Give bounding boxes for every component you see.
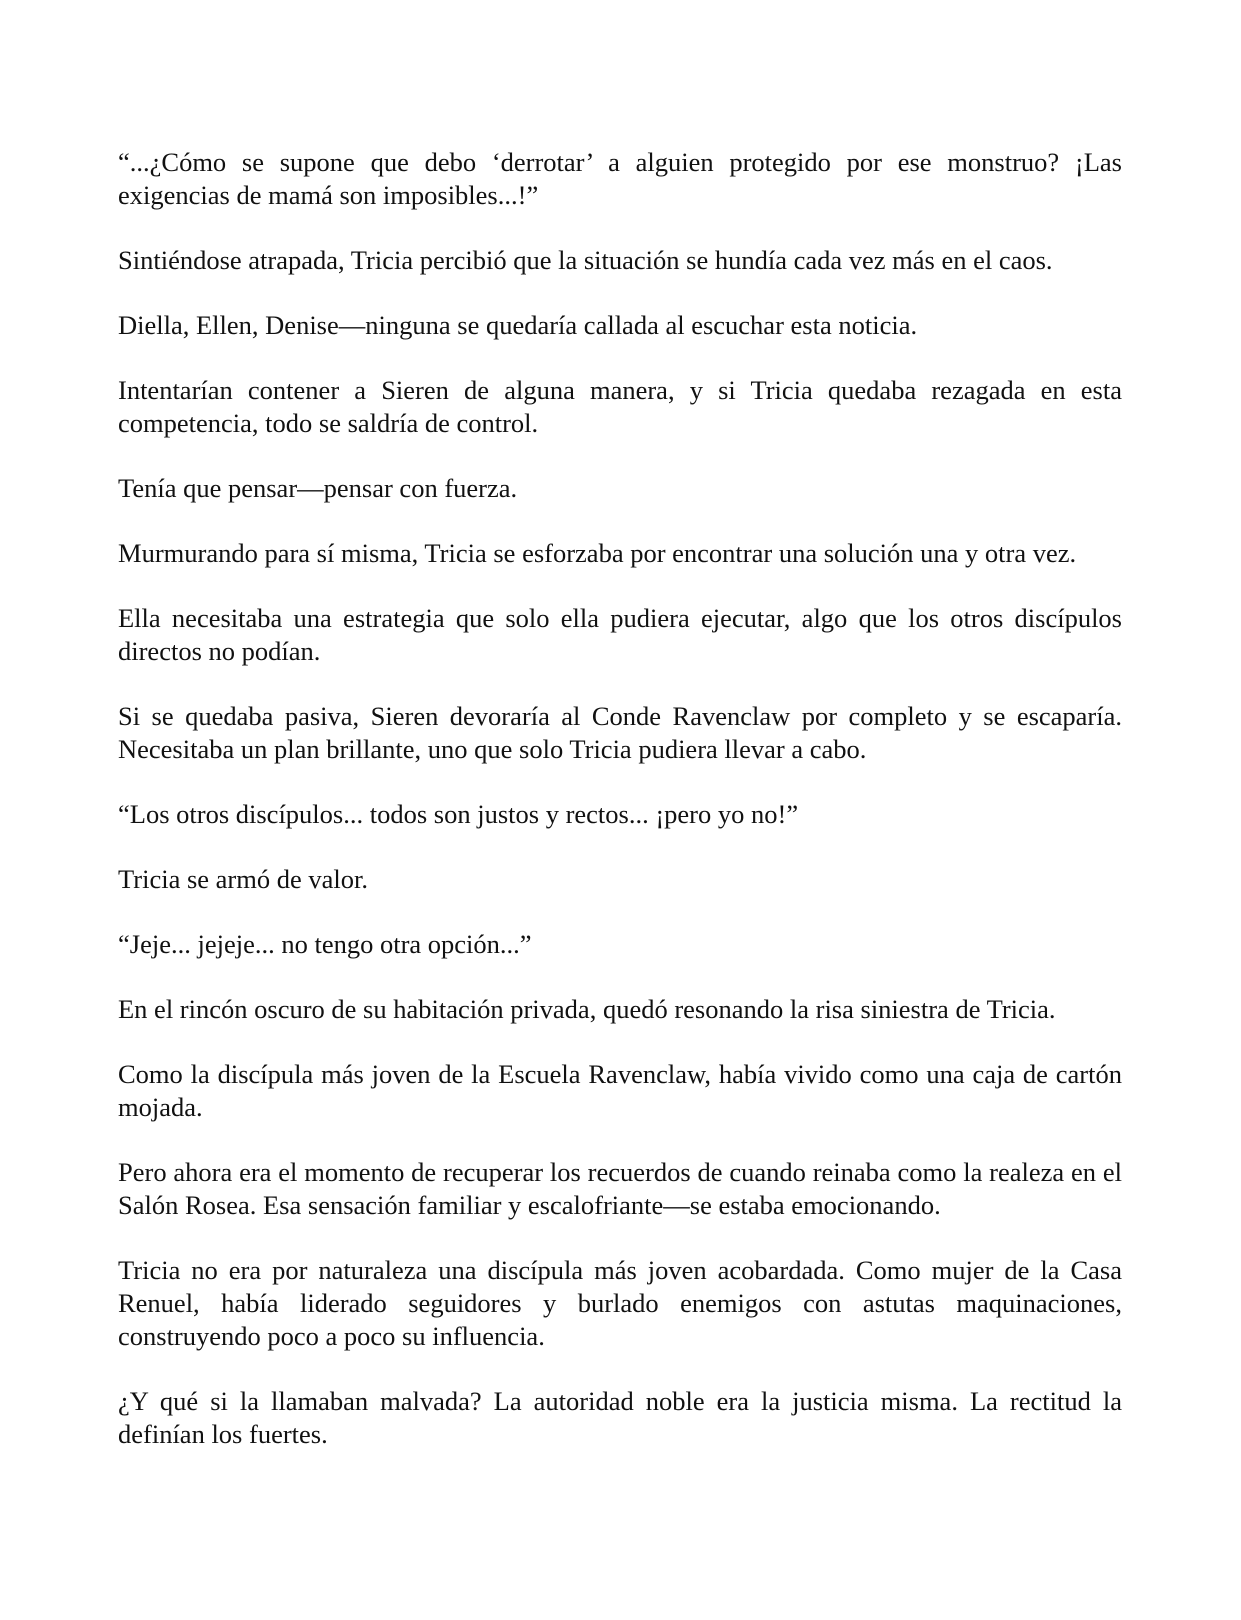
paragraph-15: Tricia no era por naturaleza una discípula más joven acobardada. Como mujer de la Casa Renuel, había liderado seguidores y burlado enemigos con astutas maquinaciones, construyendo poco a poco su influencia.	[118, 1255, 1122, 1351]
paragraph-7: Ella necesitaba una estrategia que solo ella pudiera ejecutar, algo que los otros discípulos directos no podían.	[118, 603, 1122, 666]
paragraph-5: Tenía que pensar—pensar con fuerza.	[118, 473, 518, 503]
paragraph-4: Intentarían contener a Sieren de alguna manera, y si Tricia quedaba rezagada en esta competencia, todo se saldría de control.	[118, 375, 1122, 438]
paragraph-9: “Los otros discípulos... todos son justos y rectos... ¡pero yo no!”	[118, 799, 799, 829]
paragraph-3: Diella, Ellen, Denise—ninguna se quedaría callada al escuchar esta noticia.	[118, 310, 918, 340]
paragraph-11: “Jeje... jejeje... no tengo otra opción...”	[118, 929, 532, 959]
paragraph-2: Sintiéndose atrapada, Tricia percibió que la situación se hundía cada vez más en el caos.	[118, 245, 1053, 275]
paragraph-1: “...¿Cómo se supone que debo ‘derrotar’ a alguien protegido por ese monstruo? ¡Las exigencias de mamá son imposibles...!”	[118, 147, 1122, 210]
paragraph-8: Si se quedaba pasiva, Sieren devoraría al Conde Ravenclaw por completo y se escaparía. Necesitaba un plan brillante, uno que solo Tricia pudiera llevar a cabo.	[118, 701, 1122, 764]
paragraph-12: En el rincón oscuro de su habitación privada, quedó resonando la risa siniestra de Tricia.	[118, 994, 1056, 1024]
paragraph-13: Como la discípula más joven de la Escuela Ravenclaw, había vivido como una caja de cartón mojada.	[118, 1059, 1122, 1122]
paragraph-16: ¿Y qué si la llamaban malvada? La autoridad noble era la justicia misma. La rectitud la definían los fuertes.	[118, 1386, 1122, 1449]
document-body	[118, 146, 1122, 1483]
paragraph-14: Pero ahora era el momento de recuperar los recuerdos de cuando reinaba como la realeza en el Salón Rosea. Esa sensación familiar y escalofriante—se estaba emocionando.	[118, 1157, 1122, 1220]
paragraph-6: Murmurando para sí misma, Tricia se esforzaba por encontrar una solución una y otra vez.	[118, 538, 1077, 568]
paragraph-10: Tricia se armó de valor.	[118, 864, 368, 894]
